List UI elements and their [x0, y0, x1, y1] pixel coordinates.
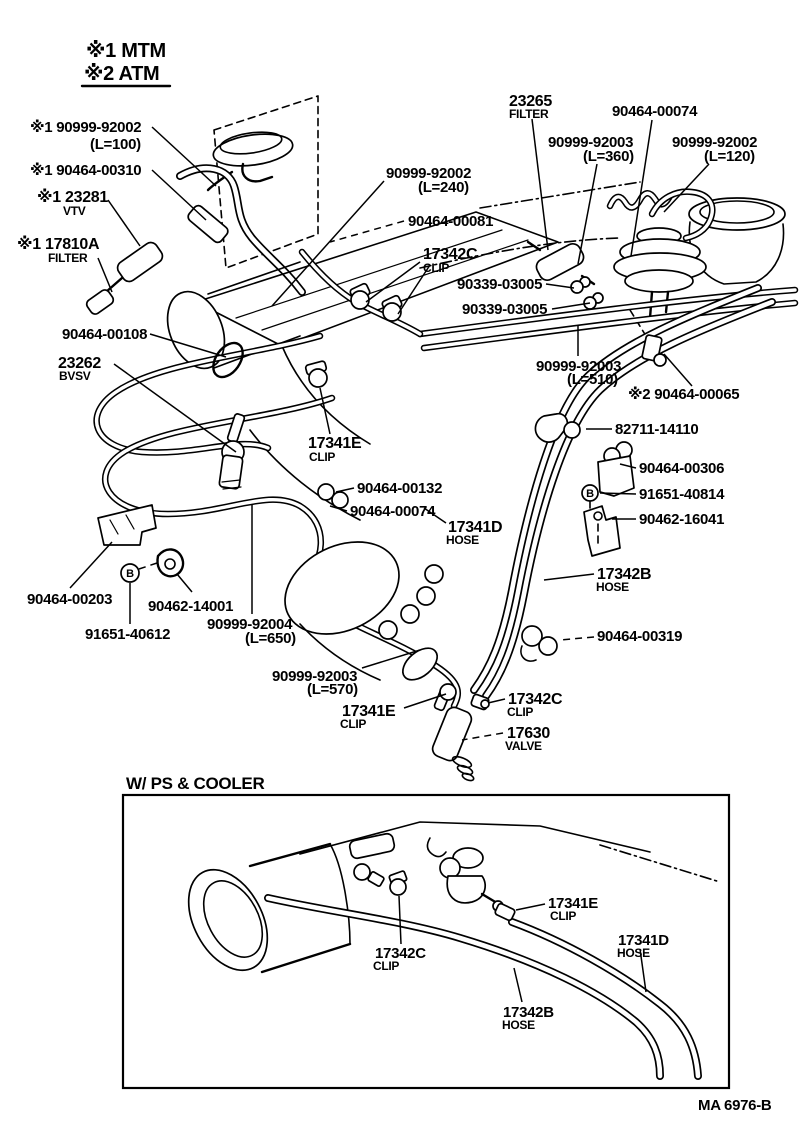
inset-callout-17342b-note: HOSE — [502, 1018, 535, 1032]
clamp-00319 — [521, 626, 557, 661]
inset-callout-17341e: 17341E — [548, 895, 598, 912]
callout-17342c-upper-note: CLIP — [423, 261, 450, 275]
legend-mtm: ※1 MTM — [86, 40, 166, 62]
callout-90339-03005-b: 90339-03005 — [462, 301, 548, 318]
callout-90464-00065: ※2 90464-00065 — [628, 386, 740, 403]
callout-90464-00306: 90464-00306 — [639, 460, 725, 477]
inset-callout-17341e-note: CLIP — [550, 909, 577, 923]
callout-90464-00074-mid: 90464-00074 — [350, 503, 436, 520]
callout-90999-92002-l240: 90999-92002 — [386, 165, 472, 182]
inset-callout-17342c-note: CLIP — [373, 959, 400, 973]
callout-23281: ※1 23281 — [37, 189, 108, 206]
circled-b-marker-right — [582, 485, 598, 501]
callout-90462-14001: 90462-14001 — [148, 598, 234, 615]
callout-90999-92002-l120-note: (L=120) — [704, 148, 755, 165]
callout-90464-00108: 90464-00108 — [62, 326, 148, 343]
circled-b-letter: B — [586, 488, 594, 500]
callout-91651-40814: 91651-40814 — [639, 486, 725, 503]
callout-17341e-lower-note: CLIP — [340, 717, 367, 731]
clip-cluster-lower — [318, 484, 348, 508]
inset-callout-17341d: 17341D — [618, 932, 669, 949]
inset-hose-17342b — [268, 898, 660, 1076]
callout-90464-00074-top: 90464-00074 — [612, 103, 698, 120]
legend-atm: ※2 ATM — [84, 63, 160, 85]
callout-23281-note: VTV — [63, 204, 86, 218]
callout-90464-00310: ※1 90464-00310 — [30, 162, 142, 179]
figure-code: MA 6976-B — [698, 1097, 772, 1114]
callout-90464-00081: 90464-00081 — [408, 213, 494, 230]
callout-23262-note: BVSV — [59, 369, 91, 383]
callout-23265: 23265 — [509, 93, 552, 110]
circled-b-letter: B — [126, 568, 134, 580]
callout-17341d-note: HOSE — [446, 533, 479, 547]
clip-17341e-main — [305, 361, 327, 387]
callout-17810a-note: FILTER — [48, 251, 88, 265]
callout-90999-92004-l650-note: (L=650) — [245, 630, 296, 647]
ps-cooler-inset — [123, 774, 729, 1088]
callout-90999-92004-l650: 90999-92004 — [207, 616, 293, 633]
inset-callout-17341d-note: HOSE — [617, 946, 650, 960]
callout-17341d: 17341D — [448, 519, 503, 536]
clamp-82711 — [535, 414, 580, 442]
leader-lines — [70, 119, 709, 740]
callout-90999-92003-l360: 90999-92003 — [548, 134, 634, 151]
callout-82711-14110: 82711-14110 — [615, 421, 699, 438]
callout-17342c-upper: 17342C — [423, 246, 478, 263]
inset-callout-17342b: 17342B — [503, 1004, 554, 1021]
callout-17342c-lower: 17342C — [508, 691, 563, 708]
callout-90999-92003-l570: 90999-92003 — [272, 668, 358, 685]
callout-23262: 23262 — [58, 355, 101, 372]
callout-90999-92003-l360-note: (L=360) — [583, 148, 634, 165]
callout-17341e-upper-note: CLIP — [309, 450, 336, 464]
distributor — [270, 524, 443, 686]
callout-17342b-note: HOSE — [596, 580, 629, 594]
callout-90999-92002-l100: ※1 90999-92002 — [30, 119, 142, 136]
callout-90999-92003-l510-note: (L=510) — [567, 371, 618, 388]
callout-17342c-lower-note: CLIP — [507, 705, 534, 719]
callout-91651-40612: 91651-40612 — [85, 626, 171, 643]
callout-17341e-lower: 17341E — [342, 703, 396, 720]
inset-clip-17341e — [493, 901, 516, 921]
callout-90464-00203: 90464-00203 — [27, 591, 113, 608]
callout-23265-note: FILTER — [509, 107, 549, 121]
callout-90999-92002-l100-note: (L=100) — [90, 136, 141, 153]
transmission-legend — [82, 40, 170, 86]
callout-90462-16041: 90462-16041 — [639, 511, 725, 528]
callout-90999-92003-l570-note: (L=570) — [307, 681, 358, 698]
mtm-variant-dashed-box — [208, 96, 318, 268]
callout-17630-note: VALVE — [505, 739, 542, 753]
circled-b-marker-left — [121, 564, 139, 582]
callout-90464-00132: 90464-00132 — [357, 480, 443, 497]
callout-17342b: 17342B — [597, 566, 652, 583]
callout-17630: 17630 — [507, 725, 550, 742]
inset-title: W/ PS & COOLER — [126, 774, 265, 793]
inset-callout-17342c: 17342C — [375, 945, 426, 962]
callout-90999-92002-l120: 90999-92002 — [672, 134, 758, 151]
clips-near-valve — [440, 684, 490, 710]
callout-90999-92002-l240-note: (L=240) — [418, 179, 469, 196]
inset-clip-17342c — [389, 871, 407, 895]
callout-90999-92003-l510: 90999-92003 — [536, 358, 622, 375]
callout-90339-03005-a: 90339-03005 — [457, 276, 543, 293]
callout-90464-00319: 90464-00319 — [597, 628, 683, 645]
callout-17810a: ※1 17810A — [17, 236, 100, 253]
diagram-line-art — [85, 96, 795, 782]
callout-17341e-upper: 17341E — [308, 435, 362, 452]
